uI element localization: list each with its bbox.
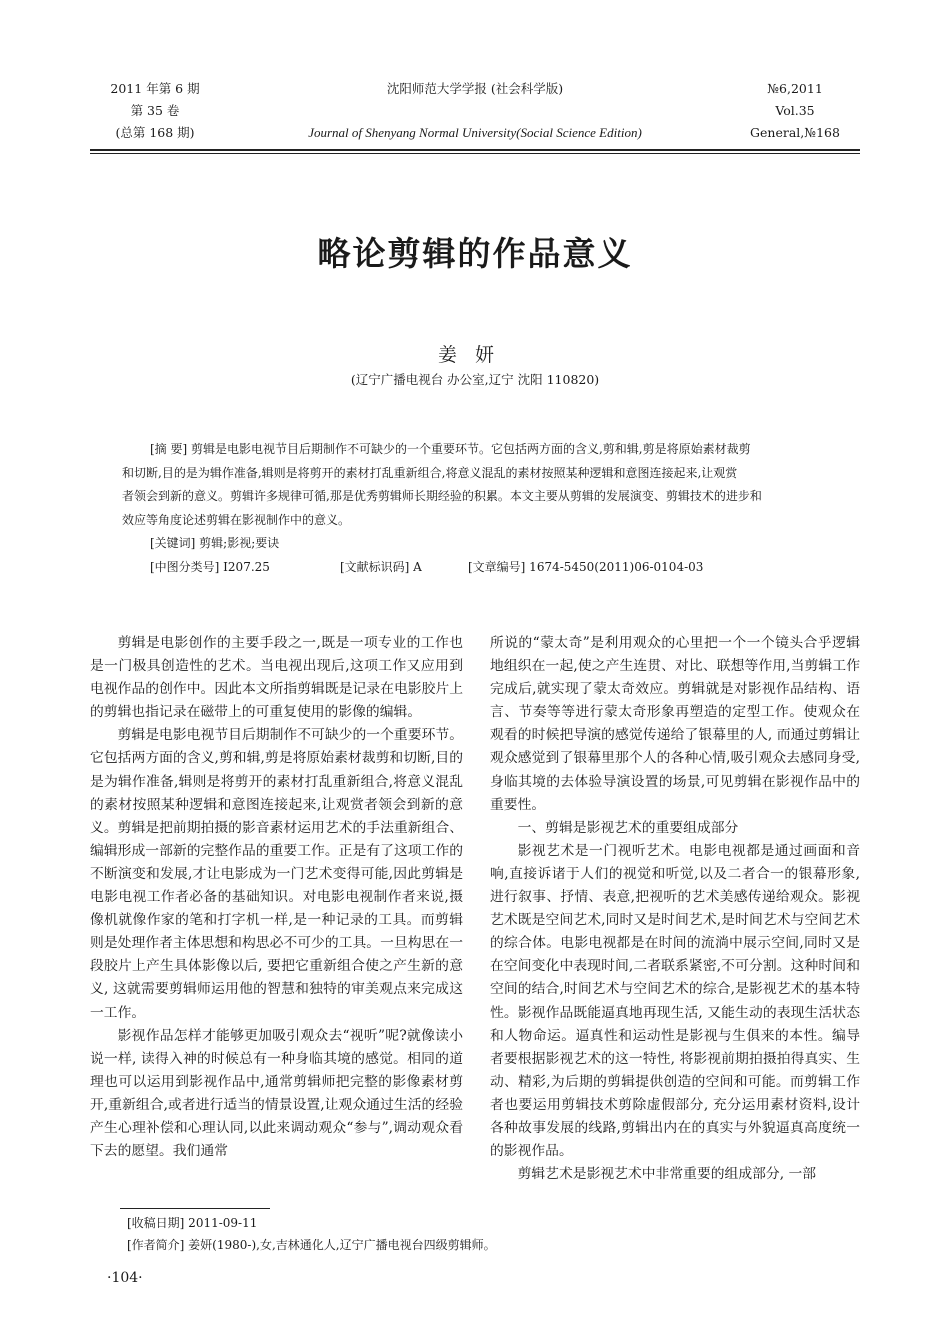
abstract-line: 和切断,目的是为辑作准备,辑则是将剪开的素材打乱重新组合,将意义混乱的素材按照某种逻辑和意图连接起来,让观赏 xyxy=(122,465,738,480)
abstract xyxy=(122,438,837,579)
footnote-author-bio: [作者简介] 姜妍(1980-),女,吉林通化人,辽宁广播电视台四级剪辑师。 xyxy=(127,1238,496,1252)
header-spacer xyxy=(240,100,710,122)
header-issue-info-en xyxy=(720,78,870,144)
body-paragraph: 剪辑是电影创作的主要手段之一,既是一项专业的工作也是一门极具创造性的艺术。当电视出现后,这项工作又应用到电视作品的创作中。因此本文所指剪辑既是记录在电影胶片上的剪辑也指记录在磁带上的可重复使用的影像的编辑。 xyxy=(90,635,463,721)
keywords: [关键词] 剪辑;影视;要诀 xyxy=(150,536,280,550)
body-paragraph: 影视艺术是一门视听艺术。电影电视都是通过画面和音响,直接诉诸于人们的视觉和听觉,以及二者合一的银幕形象,进行叙事、抒情、表意,把视听的艺术美感传递给观众。影视艺术既是空间艺术,同时又是时间艺术,是时间艺术与空间艺术的综合体。电影电视都是在时间的流淌中展示空间,同时又是在空间变化中表现时间,二者联系紧密,不可分割。这种时间和空间的结合,时间艺术与空间艺术的综合,是影视艺术的基本特性。影视作品既能逼真地再现生活, 又能生动的表现生活状态和人物命运。逼真性和运动性是影视与生俱来的本性。编导者要根据影视艺术的这一特性, 将影视前期拍摄拍得真实、生动、精彩,为后期的剪辑提供创造的空间和可能。而剪辑工作者也要运用剪辑技术剪除虚假部分, 充分运用素材资料,设计各种故事发展的线路,剪辑出内在的真实与外貌逼真高度统一的影视作品。 xyxy=(490,842,860,1160)
clc-number: [中图分类号] I207.25 xyxy=(150,559,270,574)
author-name: 姜妍 xyxy=(437,344,512,366)
header-journal-info xyxy=(240,78,710,144)
header-number: №6,2011 xyxy=(767,81,823,96)
abstract-line: [摘 要] 剪辑是电影电视节目后期制作不可缺少的一个重要环节。它包括两方面的含义,剪和辑,剪是将原始素材裁剪 xyxy=(150,442,751,456)
header-total-issue: (总第 168 期) xyxy=(115,125,195,140)
header-journal-name-cn: 沈阳师范大学学报 (社会科学版) xyxy=(386,81,564,96)
body-paragraph: 影视作品怎样才能够更加吸引观众去“视听”呢?就像读小说一样, 读得入神的时候总有一种身临其境的感觉。相同的道理也可以运用到影视作品中,通常剪辑师把完整的影像素材剪开,重新组合,或者进行适当的情景设置,让观众通过生活的经验产生心理补偿和心理认同,以此来调动观众“参与”,调动观众看下去的愿望。我们通常 xyxy=(90,1027,463,1160)
footnote-rule xyxy=(120,1208,270,1209)
header-journal-name-en: Journal of Shenyang Normal University(Social Science Edition) xyxy=(308,125,642,140)
header-general: General,№168 xyxy=(750,125,840,140)
document-code: [文献标识码] A xyxy=(340,559,422,574)
article-number: [文章编号] 1674-5450(2011)06-0104-03 xyxy=(468,559,704,574)
article-title: 略论剪辑的作品意义 xyxy=(317,234,633,273)
header-issue-info xyxy=(80,78,230,144)
body-column-left xyxy=(90,632,463,1163)
section-heading: 一、剪辑是影视艺术的重要组成部分 xyxy=(517,819,739,836)
body-paragraph: 所说的“蒙太奇”是利用观众的心里把一个一个镜头合乎逻辑地组织在一起,使之产生连贯、对比、联想等作用,当剪辑工作完成后,就实现了蒙太奇效应。剪辑就是对影视作品结构、语言、节奏等等进行蒙太奇形象再塑造的定型工作。使观众在观看的时候把导演的感觉传递给了银幕里的人, 而通过剪辑让观众感觉到了银幕里那个人的各种心情,吸引观众去感同身受,身临其境的去体验导演设置的场景,可见剪辑在影视作品中的重要性。 xyxy=(490,635,860,813)
header-vol: Vol.35 xyxy=(775,103,815,118)
abstract-line: 者领会到新的意义。剪辑许多规律可循,那是优秀剪辑师长期经验的积累。本文主要从剪辑的发展演变、剪辑技术的进步和 xyxy=(122,489,762,503)
footnote-received-date: [收稿日期] 2011-09-11 xyxy=(127,1216,258,1230)
header-year-issue: 2011 年第 6 期 xyxy=(110,81,200,96)
page-number: ·104· xyxy=(107,1270,143,1286)
header-volume: 第 35 卷 xyxy=(130,103,180,118)
abstract-line: 效应等角度论述剪辑在影视制作中的意义。 xyxy=(122,512,351,527)
body-paragraph: 剪辑艺术是影视艺术中非常重要的组成部分, 一部 xyxy=(517,1166,817,1183)
classification-row xyxy=(122,556,837,580)
header-rule xyxy=(90,149,860,154)
body-paragraph: 剪辑是电影电视节目后期制作不可缺少的一个重要环节。它包括两方面的含义,剪和辑,剪是将原始素材裁剪和切断,目的是为辑作准备,辑则是将剪开的素材打乱重新组合,将意义混乱的素材按照某种逻辑和意图连接起来,让观赏者领会到新的意义。剪辑是把前期拍摄的影音素材运用艺术的手法重新组合、编辑形成一部新的完整作品的重要工作。正是有了这项工作的不断演变和发展,才让电影成为一门艺术变得可能,因此剪辑是电影电视工作者必备的基础知识。对电影电视制作者来说,摄像机就像作家的笔和打字机一样,是一种记录的工具。而剪辑则是处理作者主体思想和构思必不可少的工具。一旦构思在一段胶片上产生具体影像以后, 要把它重新组合使之产生新的意义, 这就需要剪辑师运用他的智慧和独特的审美观点来完成这一工作。 xyxy=(90,727,463,1021)
body-column-right xyxy=(490,632,860,1186)
author-affiliation: (辽宁广播电视台 办公室,辽宁 沈阳 110820) xyxy=(350,372,600,387)
